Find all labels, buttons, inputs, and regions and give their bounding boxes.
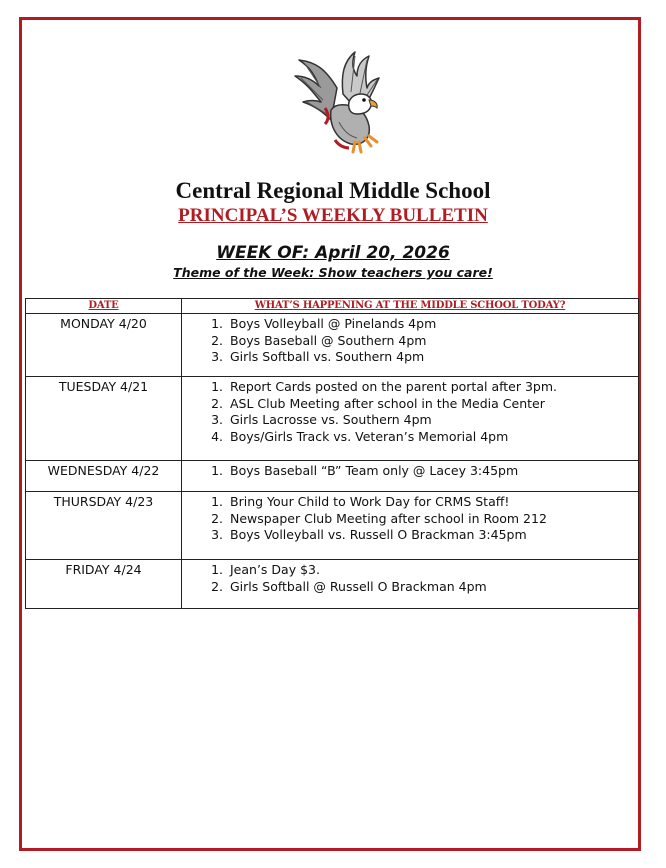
day-cell: MONDAY 4/20: [26, 314, 182, 377]
week-of-heading: WEEK OF: April 20, 2026: [216, 243, 450, 263]
eagle-icon: [285, 48, 385, 158]
list-item: 4. Boys/Girls Track vs. Veteran’s Memorial 4pm: [227, 429, 638, 446]
event-list: [182, 377, 638, 445]
day-cell: TUESDAY 4/21: [26, 377, 182, 461]
list-item: 3. Girls Lacrosse vs. Southern 4pm: [227, 412, 638, 429]
events-cell: [182, 377, 639, 461]
list-item: 2. Boys Baseball @ Southern 4pm: [227, 333, 638, 350]
list-item: 1. Jean’s Day $3.: [227, 562, 638, 579]
events-cell: [182, 492, 639, 560]
list-item: 1. Boys Volleyball @ Pinelands 4pm: [227, 316, 638, 333]
event-list: [182, 492, 638, 544]
list-item: 1. Report Cards posted on the parent portal after 3pm.: [227, 379, 638, 396]
schedule-table: [25, 298, 639, 609]
event-list: [182, 314, 638, 366]
table-row: [26, 492, 639, 560]
list-item: 2. Girls Softball @ Russell O Brackman 4pm: [227, 579, 638, 596]
day-cell: WEDNESDAY 4/22: [26, 461, 182, 492]
events-cell: [182, 461, 639, 492]
bulletin-title: PRINCIPAL’S WEEKLY BULLETIN: [178, 205, 488, 226]
day-cell: THURSDAY 4/23: [26, 492, 182, 560]
table-row: [26, 314, 639, 377]
table-row: [26, 461, 639, 492]
schedule-header-row: [26, 299, 639, 314]
event-list: [182, 560, 638, 595]
list-item: 1. Boys Baseball “B” Team only @ Lacey 3:45pm: [227, 463, 638, 480]
events-cell: [182, 560, 639, 609]
date-column-header: DATE: [26, 299, 182, 314]
events-cell: [182, 314, 639, 377]
list-item: 2. Newspaper Club Meeting after school in Room 212: [227, 511, 638, 528]
table-row: [26, 560, 639, 609]
day-cell: FRIDAY 4/24: [26, 560, 182, 609]
list-item: 2. ASL Club Meeting after school in the Media Center: [227, 396, 638, 413]
table-row: [26, 377, 639, 461]
school-name: Central Regional Middle School: [175, 178, 491, 203]
list-item: 3. Boys Volleyball vs. Russell O Brackman 3:45pm: [227, 527, 638, 544]
happening-column-header: WHAT’S HAPPENING AT THE MIDDLE SCHOOL TODAY?: [182, 299, 639, 314]
theme-of-week: Theme of the Week: Show teachers you care!: [173, 265, 493, 280]
list-item: 1. Bring Your Child to Work Day for CRMS Staff!: [227, 494, 638, 511]
list-item: 3. Girls Softball vs. Southern 4pm: [227, 349, 638, 366]
event-list: [182, 461, 638, 480]
